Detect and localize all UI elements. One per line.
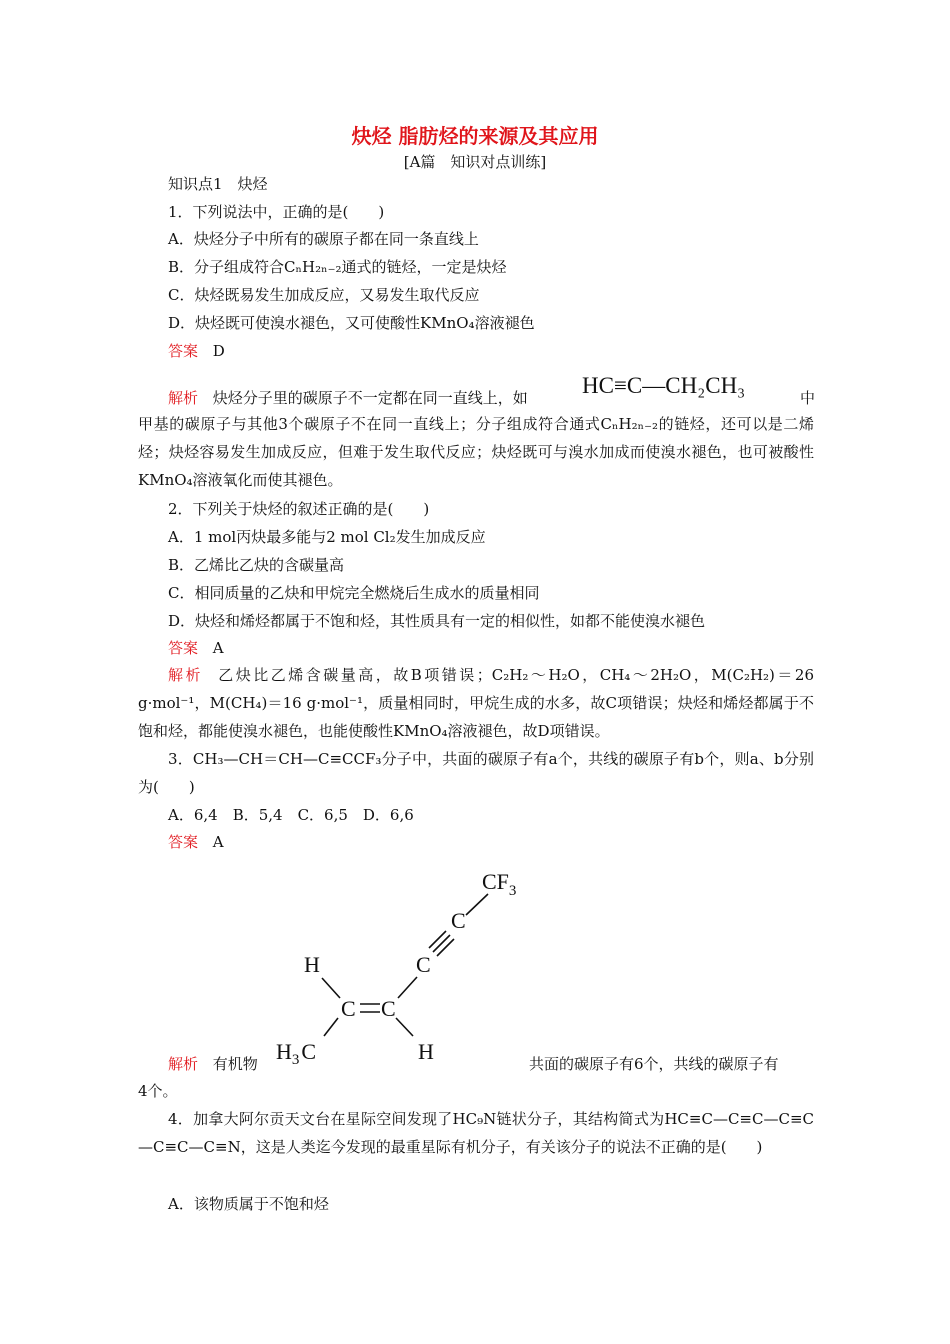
q1-answer [168, 341, 225, 361]
atom-c-top: C [451, 908, 466, 933]
q3-answer [168, 832, 224, 852]
q1-analysis-body: 甲基的碳原子与其他3个碳原子不在同一直线上；分子组成符合通式CₙH₂ₙ₋₂的链烃，还可以是二烯烃；炔烃容易发生加成反应，但难于发生取代反应；炔烃既可与溴水加成而使溴水褪色，也可被酸性KMnO₄溶液氧化而使其褪色。 [138, 415, 814, 489]
atom-cf3: $CF_3$ [482, 869, 517, 899]
atom-c-right: C [381, 996, 396, 1021]
atom-c-mid: C [416, 952, 431, 977]
q2-answer [168, 638, 224, 658]
analysis-text: 有机物 [212, 1055, 258, 1073]
atom-h-bottom: H [418, 1039, 434, 1064]
answer-label: 答案 [168, 833, 199, 851]
analysis-label: 解析 [168, 389, 199, 407]
q3-analysis-line1 [168, 1054, 258, 1074]
bond-c-cright [398, 977, 417, 998]
q2-analysis [138, 661, 814, 745]
answer-value: D [212, 342, 225, 360]
bond-cright-h [396, 1018, 413, 1036]
q3-options: A．6,4 B．5,4 C．6,5 D．6,6 [168, 806, 414, 824]
q4-option-a: A．该物质属于不饱和烃 [168, 1195, 329, 1213]
q1-analysis-line1 [168, 388, 528, 408]
q2-option-b: B．乙烯比乙炔的含碳量高 [168, 556, 345, 574]
analysis-text: 炔烃分子里的碳原子不一定都在同一直线上，如 [212, 389, 528, 407]
section-subtitle: [A篇 知识对点训练] [403, 153, 547, 171]
q4-stem: 4．加拿大阿尔贡天文台在星际空间发现了HC₉N链状分子，其结构简式为HC≡C—C≡C—C≡C—C≡C—C≡N，这是人类迄今发现的最重星际有机分子，有关该分子的说法不正确的是( ) [138, 1110, 814, 1156]
analysis-text-end: 中 [800, 389, 816, 407]
structural-formula-diagram [270, 860, 530, 1070]
q1-stem: 1．下列说法中，正确的是( ) [168, 203, 385, 221]
answer-value: A [212, 639, 224, 657]
answer-label: 答案 [168, 639, 199, 657]
propyne-formula: HC≡C—CH₂CH₃ [582, 373, 746, 398]
page-title: 炔烃 脂肪烃的来源及其应用 [351, 124, 599, 148]
q2-option-c: C．相同质量的乙炔和甲烷完全燃烧后生成水的质量相同 [168, 584, 540, 602]
analysis-label: 解析 [168, 1055, 199, 1073]
q1-option-b: B．分子组成符合CₙH₂ₙ₋₂通式的链烃，一定是炔烃 [168, 258, 507, 276]
analysis-text: 乙炔比乙烯含碳量高，故B项错误；C₂H₂～H₂O，CH₄～2H₂O，M(C₂H₂)＝26 g·mol⁻¹，M(CH₄)＝16 g·mol⁻¹，质量相同时，甲烷生成的水多，故C项错误；炔烃和烯烃都属于不饱和烃，都能使溴水褪色，也能使酸性KMnO₄溶液褪色，故D项错误。 [138, 666, 814, 740]
atom-c-left: C [341, 996, 356, 1021]
q3-stem: 3．CH₃—CH＝CH—C≡CCF₃分子中，共面的碳原子有a个，共线的碳原子有b个，则a、b分别为( ) [138, 750, 814, 796]
q3-analysis-line2: 4个。 [138, 1082, 178, 1100]
q1-option-a: A．炔烃分子中所有的碳原子都在同一条直线上 [168, 230, 479, 248]
bond-cleft-ch3 [324, 1018, 338, 1036]
atom-h-top: H [304, 952, 320, 977]
answer-value: A [212, 833, 224, 851]
bond-cf3-c [466, 894, 488, 915]
atom-h3c: $H_3C$ [276, 1039, 317, 1068]
triple-bond-1 [433, 935, 450, 952]
q2-stem: 2．下列关于炔烃的叙述正确的是( ) [168, 500, 430, 518]
knowledge-point-heading: 知识点1 炔烃 [168, 175, 268, 193]
bond-h-cleft [322, 978, 340, 998]
q1-option-c: C．炔烃既易发生加成反应，又易发生取代反应 [168, 286, 480, 304]
q1-option-d: D．炔烃既可使溴水褪色，又可使酸性KMnO₄溶液褪色 [168, 314, 535, 332]
analysis-label: 解析 [168, 666, 203, 684]
q3-analysis-line1-end: 共面的碳原子有6个，共线的碳原子有 [529, 1055, 779, 1073]
answer-label: 答案 [168, 342, 199, 360]
q2-option-a: A．1 mol丙炔最多能与2 mol Cl₂发生加成反应 [168, 528, 486, 546]
q2-option-d: D．炔烃和烯烃都属于不饱和烃，其性质具有一定的相似性，如都不能使溴水褪色 [168, 612, 706, 630]
